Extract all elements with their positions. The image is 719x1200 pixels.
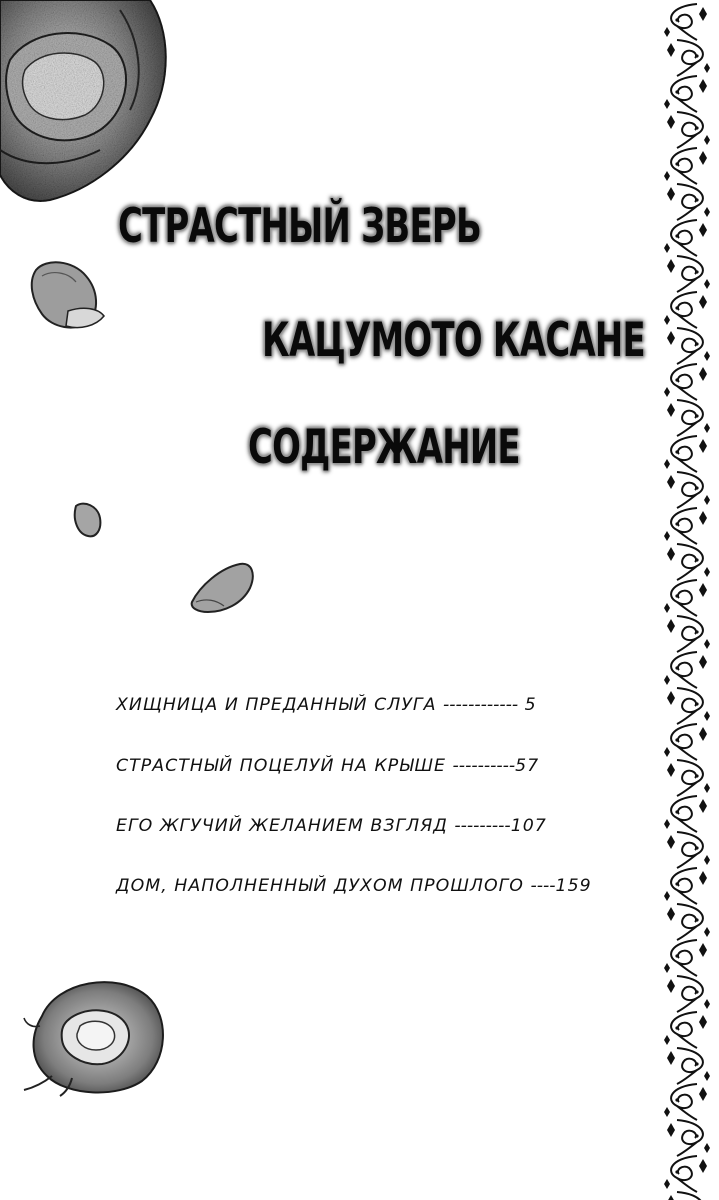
vine-bud — [675, 954, 678, 957]
vine-leaf — [664, 1179, 670, 1189]
toc-entry[interactable] — [116, 697, 537, 714]
vine-leaf — [704, 423, 710, 433]
vine-leaf — [664, 891, 670, 901]
vine-leaf — [699, 799, 707, 813]
vine-swirl — [677, 904, 703, 940]
vine-border-icon — [657, 0, 719, 1200]
vine-swirl — [671, 1012, 697, 1048]
vine-leaf — [699, 1015, 707, 1029]
vine-leaf — [699, 1159, 707, 1173]
vine-leaf — [664, 963, 670, 973]
vine-bud — [695, 846, 698, 849]
vine-leaf — [667, 475, 675, 489]
vine-leaf — [704, 135, 710, 145]
vine-leaf — [667, 619, 675, 633]
rose-petal-icon — [70, 500, 106, 540]
vine-leaf — [664, 603, 670, 613]
vine-swirl — [677, 1192, 703, 1200]
vine-leaf — [699, 655, 707, 669]
vine-leaf — [699, 79, 707, 93]
contents-heading: СОДЕРЖАНИЕ — [248, 420, 520, 475]
vine-leaf — [699, 367, 707, 381]
vine-leaf — [704, 351, 710, 361]
vine-leaf — [704, 495, 710, 505]
vine-bud — [695, 54, 698, 57]
vine-swirl — [677, 472, 703, 508]
vine-swirl — [671, 508, 697, 544]
vine-swirl — [677, 112, 703, 148]
vine-leaf — [704, 279, 710, 289]
vine-leaf — [699, 871, 707, 885]
author-name: КАЦУМОТО КАСАНЕ — [262, 313, 645, 368]
vine-leaf — [667, 1051, 675, 1065]
vine-bud — [695, 1062, 698, 1065]
vine-bud — [695, 918, 698, 921]
chapter-title: ЕГО ЖГУЧИЙ ЖЕЛАНИЕМ ВЗГЛЯД — [116, 816, 448, 836]
vine-bud — [695, 486, 698, 489]
vine-swirl — [677, 1120, 703, 1156]
vine-swirl — [677, 40, 703, 76]
vine-leaf — [667, 979, 675, 993]
vine-bud — [695, 198, 698, 201]
vine-leaf — [667, 1195, 675, 1200]
vine-swirl — [677, 760, 703, 796]
vine-leaf — [667, 115, 675, 129]
vine-leaf — [664, 819, 670, 829]
vine-leaf — [699, 439, 707, 453]
vine-swirl — [677, 544, 703, 580]
vine-leaf — [667, 907, 675, 921]
vine-bud — [675, 666, 678, 669]
vine-leaf — [704, 63, 710, 73]
vine-bud — [675, 1098, 678, 1101]
vine-swirl — [671, 76, 697, 112]
vine-leaf — [664, 387, 670, 397]
vine-leaf — [664, 1035, 670, 1045]
vine-leaf — [664, 1107, 670, 1117]
vine-leaf — [664, 243, 670, 253]
vine-leaf — [667, 1123, 675, 1137]
toc-entry[interactable] — [116, 758, 539, 775]
vine-bud — [675, 738, 678, 741]
page-number: 107 — [510, 816, 547, 836]
vine-swirl — [677, 400, 703, 436]
vine-leaf — [667, 259, 675, 273]
vine-bud — [675, 810, 678, 813]
vine-bud — [695, 702, 698, 705]
vine-leaf — [704, 927, 710, 937]
vine-leaf — [667, 547, 675, 561]
chapter-title: СТРАСТНЫЙ ПОЦЕЛУЙ НА КРЫШЕ — [116, 756, 447, 776]
vine-leaf — [699, 151, 707, 165]
vine-leaf — [704, 783, 710, 793]
vine-leaf — [664, 531, 670, 541]
vine-leaf — [699, 727, 707, 741]
rose-petal-icon — [28, 256, 108, 334]
vine-bud — [675, 90, 678, 93]
vine-leaf — [699, 583, 707, 597]
vine-leaf — [667, 763, 675, 777]
chapter-title: ХИЩНИЦА И ПРЕДАННЫЙ СЛУГА — [116, 695, 437, 715]
vine-leaf — [699, 7, 707, 21]
vine-leaf — [667, 835, 675, 849]
leader-dashes: ------------ — [443, 695, 519, 715]
vine-bud — [695, 414, 698, 417]
vine-leaf — [704, 1071, 710, 1081]
page-number: 159 — [555, 876, 592, 896]
vine-bud — [675, 1170, 678, 1173]
vine-swirl — [671, 580, 697, 616]
vine-bud — [695, 774, 698, 777]
vine-swirl — [671, 148, 697, 184]
vine-leaf — [664, 459, 670, 469]
vine-leaf — [664, 315, 670, 325]
vine-swirl — [671, 796, 697, 832]
vine-leaf — [667, 403, 675, 417]
vine-bud — [695, 1134, 698, 1137]
vine-leaf — [704, 207, 710, 217]
vine-bud — [675, 1026, 678, 1029]
vine-leaf — [699, 223, 707, 237]
vine-swirl — [677, 976, 703, 1012]
vine-swirl — [671, 1084, 697, 1120]
vine-bud — [675, 306, 678, 309]
vine-swirl — [677, 256, 703, 292]
vine-bud — [675, 234, 678, 237]
vine-leaf — [664, 27, 670, 37]
rose-icon — [22, 966, 172, 1100]
vine-bud — [675, 378, 678, 381]
vine-leaf — [704, 711, 710, 721]
vine-bud — [695, 270, 698, 273]
vine-leaf — [667, 691, 675, 705]
vine-bud — [695, 342, 698, 345]
vine-swirl — [671, 724, 697, 760]
vine-bud — [695, 630, 698, 633]
leader-dashes: ---- — [530, 876, 556, 896]
vine-leaf — [699, 295, 707, 309]
vine-leaf — [699, 1087, 707, 1101]
rose-icon — [0, 0, 175, 205]
vine-leaf — [667, 331, 675, 345]
vine-bud — [675, 882, 678, 885]
vine-swirl — [671, 220, 697, 256]
vine-leaf — [704, 999, 710, 1009]
vine-leaf — [704, 639, 710, 649]
chapter-title: ДОМ, НАПОЛНЕННЫЙ ДУХОМ ПРОШЛОГО — [116, 876, 524, 896]
vine-leaf — [699, 943, 707, 957]
page-number: 57 — [515, 756, 540, 776]
vine-bud — [675, 522, 678, 525]
vine-bud — [695, 558, 698, 561]
vine-leaf — [704, 567, 710, 577]
vine-swirl — [671, 4, 697, 40]
vine-leaf — [704, 1143, 710, 1153]
vine-swirl — [677, 184, 703, 220]
vine-swirl — [677, 616, 703, 652]
vine-swirl — [671, 436, 697, 472]
vine-leaf — [664, 747, 670, 757]
vine-swirl — [671, 1156, 697, 1192]
vine-swirl — [671, 292, 697, 328]
vine-bud — [675, 162, 678, 165]
vine-swirl — [671, 868, 697, 904]
vine-leaf — [699, 511, 707, 525]
vine-swirl — [677, 1048, 703, 1084]
toc-entry[interactable] — [116, 878, 592, 895]
vine-bud — [675, 18, 678, 21]
toc-entry[interactable] — [116, 818, 547, 835]
vine-bud — [675, 594, 678, 597]
page-number: 5 — [524, 695, 537, 715]
vine-bud — [695, 126, 698, 129]
vine-bud — [675, 450, 678, 453]
leader-dashes: --------- — [454, 816, 511, 836]
vine-leaf — [667, 43, 675, 57]
vine-leaf — [704, 855, 710, 865]
vine-swirl — [677, 328, 703, 364]
vine-bud — [695, 990, 698, 993]
manga-title: СТРАСТНЫЙ ЗВЕРЬ — [118, 199, 482, 254]
vine-leaf — [664, 171, 670, 181]
vine-swirl — [671, 652, 697, 688]
leader-dashes: ---------- — [452, 756, 516, 776]
vine-leaf — [667, 187, 675, 201]
vine-swirl — [671, 940, 697, 976]
vine-leaf — [664, 99, 670, 109]
vine-swirl — [671, 364, 697, 400]
vine-leaf — [664, 675, 670, 685]
rose-petal-icon — [186, 558, 258, 616]
vine-swirl — [677, 688, 703, 724]
vine-swirl — [677, 832, 703, 868]
